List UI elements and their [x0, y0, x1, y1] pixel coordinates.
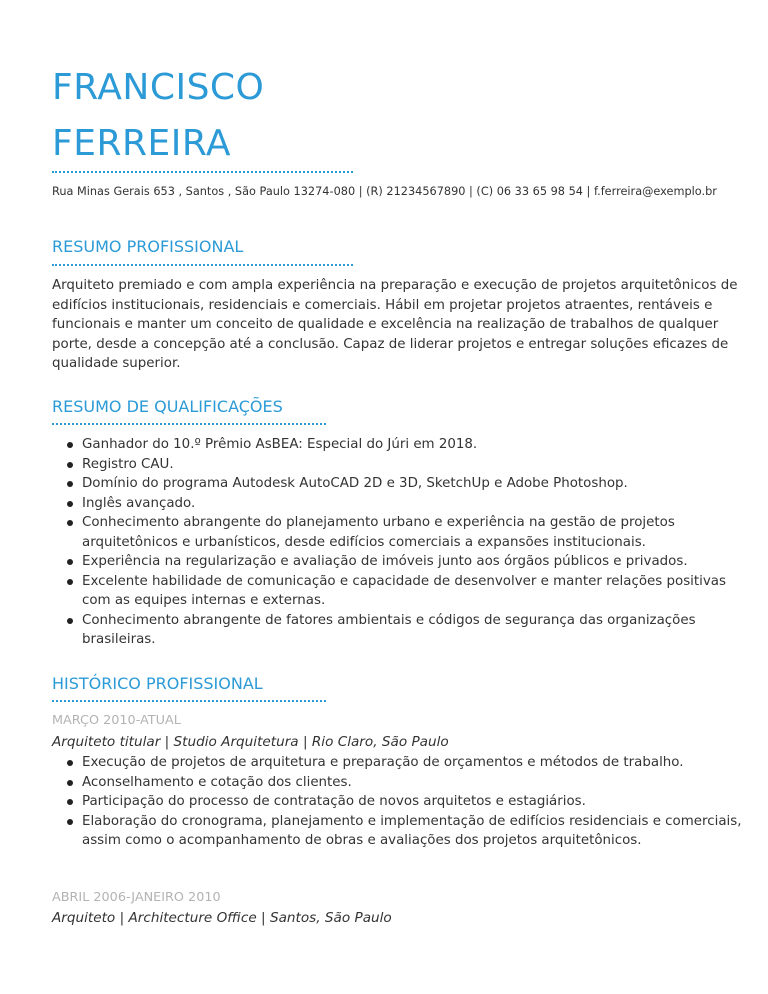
list-item: Elaboração do cronograma, planejamento e implementação de edifícios residenciais e comerciais, assim como o acompanhamento de obras e avaliações dos projetos arquitetônicos. [52, 812, 752, 851]
qualifications-heading: RESUMO DE QUALIFICAÇÕES [52, 397, 283, 416]
contact-line: Rua Minas Gerais 653 , Santos , São Paulo 13274-080 | (R) 21234567890 | (C) 06 33 65 98 54 | f.ferreira@exemplo.br [52, 185, 717, 198]
first-name: FRANCISCO [52, 67, 265, 108]
list-item: Execução de projetos de arquitetura e preparação de orçamentos e métodos de trabalho. [52, 753, 752, 773]
summary-text: Arquiteto premiado e com ampla experiência na preparação e execução de projetos arquitetônicos de edifícios institucionais, residenciais e comerciais. Hábil em projetar projetos atraentes, rentáveis e funcionais e manter um conceito de qualidade e excelência na realização de trabalhos de qualquer porte, desde a concepção até a conclusão. Capaz de liderar projetos e entregar soluções eficazes de qualidade superior. [52, 278, 738, 371]
candidate-name [52, 60, 264, 172]
last-name: FERREIRA [52, 123, 232, 164]
list-item: Conhecimento abrangente de fatores ambientais e códigos de segurança das organizações brasileiras. [52, 611, 752, 650]
list-item: Aconselhamento e cotação dos clientes. [52, 773, 752, 793]
job-title-line: Arquiteto titular | Studio Arquitetura | Rio Claro, São Paulo [52, 734, 449, 750]
list-item: Excelente habilidade de comunicação e capacidade de desenvolver e manter relações positivas com as equipes internas e externas. [52, 572, 752, 611]
list-item: Experiência na regularização e avaliação de imóveis junto aos órgãos públicos e privados. [52, 552, 752, 572]
qualifications-divider [52, 423, 326, 425]
job-title-line: Arquiteto | Architecture Office | Santos, São Paulo [52, 910, 392, 926]
list-item: Ganhador do 10.º Prêmio AsBEA: Especial do Júri em 2018. [52, 435, 752, 455]
list-item: Participação do processo de contratação de novos arquitetos e estagiários. [52, 792, 752, 812]
job-dates: MARÇO 2010-ATUAL [52, 713, 181, 728]
list-item: Domínio do programa Autodesk AutoCAD 2D e 3D, SketchUp e Adobe Photoshop. [52, 474, 752, 494]
history-divider [52, 700, 326, 702]
list-item: Conhecimento abrangente do planejamento urbano e experiência na gestão de projetos arquitetônicos e urbanísticos, desde edifícios comerciais a expansões institucionais. [52, 513, 752, 552]
summary-divider [52, 264, 353, 266]
list-item: Inglês avançado. [52, 494, 752, 514]
job-dates: ABRIL 2006-JANEIRO 2010 [52, 890, 221, 905]
summary-heading: RESUMO PROFISSIONAL [52, 237, 244, 256]
name-divider [52, 171, 353, 173]
job-duties-list [52, 753, 752, 851]
history-heading: HISTÓRICO PROFISSIONAL [52, 674, 263, 693]
qualifications-list [52, 435, 752, 650]
list-item: Registro CAU. [52, 455, 752, 475]
